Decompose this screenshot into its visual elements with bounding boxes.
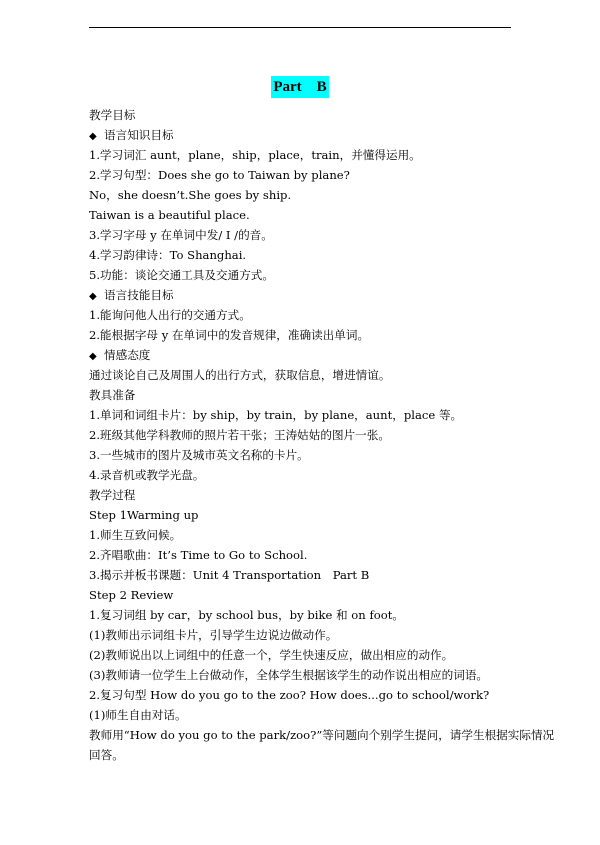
line-text: 情感态度: [104, 348, 151, 362]
text-line: [89, 245, 559, 265]
text-line: [89, 465, 559, 485]
line-text: 1.学习词汇 aunt，plane，ship，place，train，并懂得运用。: [89, 148, 421, 162]
text-line: [89, 185, 559, 205]
line-text: (1)教师出示词组卡片，引导学生边说边做动作。: [89, 628, 338, 642]
text-line: [89, 105, 559, 125]
line-text: No，she doesn’t.She goes by ship.: [89, 188, 292, 202]
line-text: (2)教师说出以上词组中的任意一个，学生快速反应，做出相应的动作。: [89, 648, 454, 662]
header-rule: [89, 27, 511, 28]
text-line: [89, 685, 559, 705]
text-line: [89, 145, 559, 165]
text-line: [89, 385, 559, 405]
text-line: [89, 705, 559, 725]
text-line: [89, 525, 559, 545]
line-text: Taiwan is a beautiful place.: [89, 208, 250, 222]
line-text: Step 2 Review: [89, 588, 174, 602]
line-text: 3.学习字母 y 在单词中发/ I /的音。: [89, 228, 273, 242]
text-line: [89, 585, 559, 605]
section-heading: [89, 285, 559, 305]
text-line: [89, 605, 559, 625]
line-text: 2.学习句型：Does she go to Taiwan by plane?: [89, 168, 350, 182]
line-text: 1.师生互致问候。: [89, 528, 182, 542]
text-line: [89, 165, 559, 185]
text-line: [89, 725, 559, 765]
section-heading: [89, 345, 559, 365]
line-text: 4.学习韵律诗：To Shanghai.: [89, 248, 247, 262]
text-line: [89, 225, 559, 245]
line-text: 4.录音机或教学光盘。: [89, 468, 205, 482]
line-text: 教师用“How do you go to the park/zoo?”等问题向个别学生提问，请学生根据实际情况回答。: [89, 728, 555, 762]
text-line: [89, 565, 559, 585]
line-text: 3.一些城市的图片及城市英文名称的卡片。: [89, 448, 309, 462]
line-text: Step 1Warming up: [89, 508, 199, 522]
line-text: 语言技能目标: [104, 288, 174, 302]
line-text: 教学过程: [89, 488, 136, 502]
text-line: [89, 625, 559, 645]
text-line: [89, 505, 559, 525]
line-text: 2.复习句型 How do you go to the zoo? How does...go to school/work?: [89, 688, 490, 702]
text-line: [89, 645, 559, 665]
line-text: 3.揭示并板书课题：Unit 4 Transportation Part B: [89, 568, 370, 582]
text-line: [89, 665, 559, 685]
diamond-bullet-icon: ◆: [89, 131, 97, 142]
text-line: [89, 445, 559, 465]
document-body: [89, 105, 559, 765]
diamond-bullet-icon: ◆: [89, 351, 97, 362]
line-text: 1.能询问他人出行的交通方式。: [89, 308, 251, 322]
line-text: 5.功能：谈论交通工具及交通方式。: [89, 268, 274, 282]
text-line: [89, 365, 559, 385]
line-text: 教学目标: [89, 108, 136, 122]
section-heading: [89, 125, 559, 145]
line-text: 教具准备: [89, 388, 136, 402]
line-text: 2.班级其他学科教师的照片若干张；王涛姑姑的图片一张。: [89, 428, 390, 442]
page-title: Part B: [273, 79, 327, 95]
line-text: (3)教师请一位学生上台做动作，全体学生根据该学生的动作说出相应的词语。: [89, 668, 489, 682]
text-line: [89, 485, 559, 505]
text-line: [89, 265, 559, 285]
line-text: 1.单词和词组卡片：by ship，by train，by plane，aunt，place 等。: [89, 408, 463, 422]
line-text: 语言知识目标: [104, 128, 174, 142]
text-line: [89, 205, 559, 225]
text-line: [89, 325, 559, 345]
text-line: [89, 405, 559, 425]
line-text: 2.齐唱歌曲：It’s Time to Go to School.: [89, 548, 308, 562]
text-line: [89, 545, 559, 565]
text-line: [89, 305, 559, 325]
line-text: (1)师生自由对话。: [89, 708, 187, 722]
text-line: [89, 425, 559, 445]
line-text: 2.能根据字母 y 在单词中的发音规律，准确读出单词。: [89, 328, 370, 342]
line-text: 通过谈论自己及周围人的出行方式，获取信息，增进情谊。: [89, 368, 391, 382]
line-text: 1.复习词组 by car，by school bus，by bike 和 on foot。: [89, 608, 404, 622]
diamond-bullet-icon: ◆: [89, 291, 97, 302]
